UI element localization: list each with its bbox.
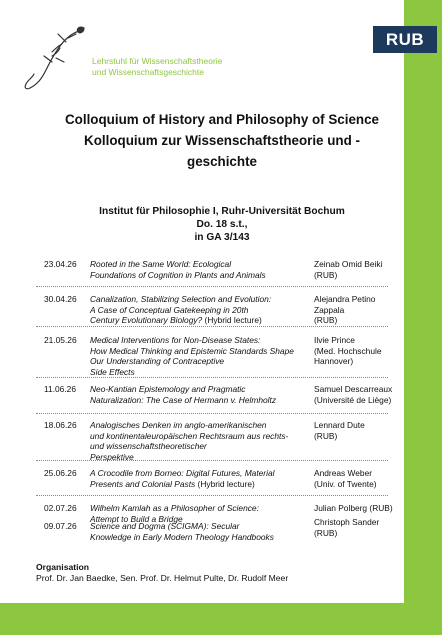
session-title-line: und wissenschaftstheoretischer: [90, 441, 207, 451]
session-title-line: Canalization, Stabilizing Selection and Evolution:: [90, 294, 272, 304]
meeting-room: in GA 3/143: [194, 232, 250, 243]
speaker-line: (RUB): [314, 527, 338, 538]
title-line-2: Kolloquium zur Wissenschaftstheorie und -: [84, 133, 360, 148]
speaker-line: Alejandra Petino: [314, 294, 376, 304]
speaker-line: Hannover): [314, 356, 354, 366]
speaker-line: (RUB): [314, 269, 338, 280]
speaker-line: Zappala: [314, 304, 345, 315]
institute-name: Institut für Philosophie I, Ruhr-Universität Bochum: [99, 206, 345, 217]
speaker-line: (RUB): [314, 315, 338, 325]
title-line-3: geschichte: [187, 154, 257, 169]
session-speaker: [314, 420, 410, 441]
row-divider: [36, 413, 388, 414]
session-date: 25.06.26: [44, 468, 77, 478]
session-date: 21.05.26: [44, 335, 77, 345]
row-divider: [36, 377, 388, 378]
session-title-line: How Medical Thinking and Epistemic Standards Shape: [90, 345, 294, 356]
speaker-line: Julian Polberg (RUB): [314, 503, 393, 513]
speaker-line: Lennard Dute: [314, 420, 365, 430]
page-title: [20, 109, 424, 172]
session-title: [90, 335, 312, 377]
speaker-line: Ilvie Prince: [314, 335, 355, 345]
session-date: 30.04.26: [44, 294, 77, 304]
session-format-note: (Hybrid lecture): [202, 315, 262, 325]
session-title-line: Neo-Kantian Epistemology and Pragmatic: [90, 384, 246, 394]
session-title: [90, 294, 312, 326]
session-title-line: Presents and Colonial Pasts (Hybrid lecture): [90, 478, 255, 489]
speaker-line: (RUB): [314, 430, 338, 441]
speaker-line: Samuel Descarreaux: [314, 384, 393, 394]
row-divider: [36, 326, 388, 327]
session-date: 11.06.26: [44, 384, 76, 394]
session-title: [90, 468, 312, 489]
session-title-line: Side Effects: [90, 366, 135, 377]
session-title-line: Century Evolutionary Biology? (Hybrid lecture): [90, 315, 262, 325]
speaker-line: (Med. Hochschule: [314, 345, 382, 356]
session-speaker: [314, 517, 410, 538]
chair-name: [92, 56, 222, 78]
session-format-note: (Hybrid lecture): [195, 478, 255, 489]
chair-line-1: Lehrstuhl für Wissenschaftstheorie: [92, 56, 223, 66]
row-divider: [36, 286, 388, 287]
session-speaker: [314, 384, 410, 405]
session-title: [90, 521, 312, 542]
rub-logo: RUB: [373, 26, 437, 53]
session-speaker: [314, 468, 410, 489]
speaker-line: Zeinab Omid Beiki: [314, 259, 383, 269]
speaker-line: Andreas Weber: [314, 468, 373, 478]
salamander-emblem-icon: [22, 22, 90, 94]
session-title-line: Naturalization: The Case of Hermann v. Helmholtz: [90, 394, 277, 405]
row-divider: [36, 495, 388, 496]
organisation-heading: Organisation: [36, 562, 90, 572]
session-date: 18.06.26: [44, 420, 77, 430]
session-title-line: Our Understanding of Contraceptive: [90, 356, 225, 366]
venue-info: [20, 205, 424, 244]
title-line-1: Colloquium of History and Philosophy of Science: [65, 112, 379, 127]
session-speaker: [314, 259, 410, 280]
session-speaker: [314, 294, 410, 326]
session-date: 23.04.26: [44, 259, 77, 269]
session-title: [90, 420, 312, 462]
session-title-line: Medical Interventions for Non-Disease States:: [90, 335, 261, 345]
session-title-line: Knowledge in Early Modern Theology Handbooks: [90, 531, 274, 542]
session-date: 09.07.26: [44, 521, 77, 531]
session-title-line: Analogisches Denken im anglo-amerikanischen: [90, 420, 267, 430]
session-title-line: Foundations of Cognition in Plants and Animals: [90, 269, 266, 280]
session-title-line: A Case of Conceptual Gatekeeping in 20th: [90, 304, 249, 315]
meeting-time: Do. 18 s.t.,: [196, 219, 248, 230]
session-title-line: A Crocodile from Borneo: Digital Futures, Material: [90, 468, 275, 478]
organisation-names: Prof. Dr. Jan Baedke, Sen. Prof. Dr. Helmut Pulte, Dr. Rudolf Meer: [36, 573, 289, 583]
session-title-line: Science and Dogma (SCIGMA): Secular: [90, 521, 240, 531]
speaker-line: (Univ. of Twente): [314, 478, 377, 489]
session-title-line: Rooted in the Same World: Ecological: [90, 259, 232, 269]
green-bottom-bar: [0, 603, 442, 635]
chair-line-2: und Wissenschaftsgeschichte: [92, 67, 204, 77]
speaker-line: (Université de Liège): [314, 394, 392, 405]
session-title-line: Attempt to Build a Bridge: [90, 513, 183, 524]
session-speaker: [314, 503, 410, 514]
session-title-line: Wilhelm Kamlah as a Philosopher of Science:: [90, 503, 259, 513]
speaker-line: Christoph Sander: [314, 517, 380, 527]
session-title-line: und kontinentaleuropäischen Rechtsraum aus rechts-: [90, 430, 289, 441]
session-speaker: [314, 335, 410, 367]
session-date: 02.07.26: [44, 503, 77, 513]
session-title-line: Perspektive: [90, 451, 134, 462]
session-title: [90, 259, 312, 280]
session-title: [90, 384, 312, 405]
